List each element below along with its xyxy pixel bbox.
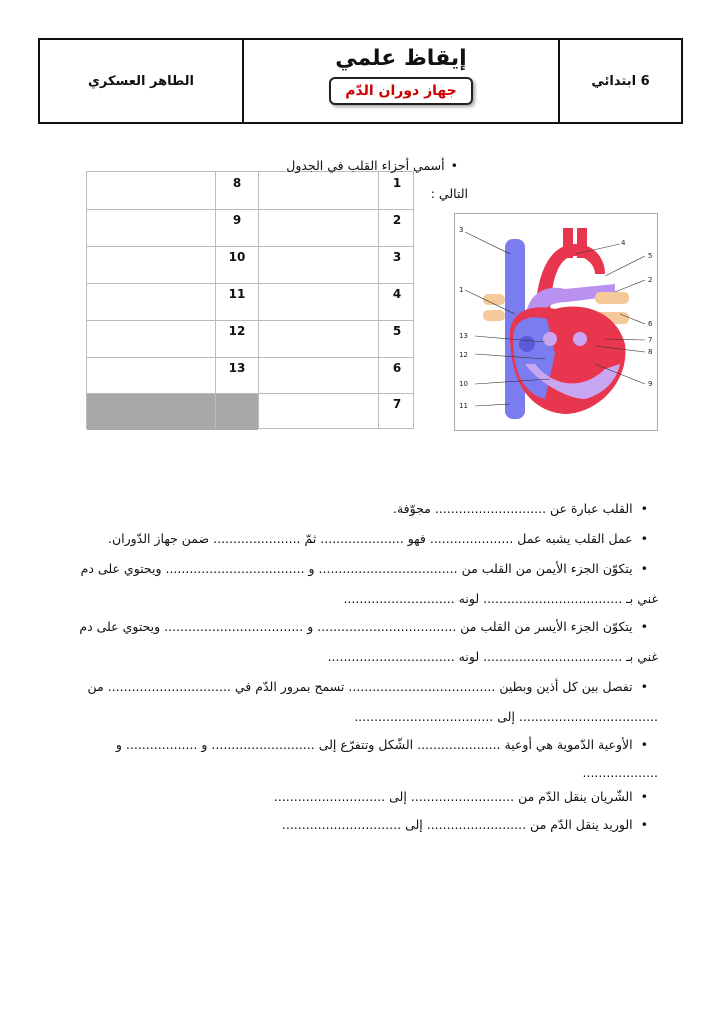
teacher-cell [40, 40, 244, 122]
table-number: 4 [392, 287, 402, 301]
question-line: •الوريد ينقل الدّم من ......................... إلى .............................. [281, 817, 648, 832]
diagram-label: 4 [621, 239, 626, 247]
table-number: 12 [228, 324, 246, 338]
diagram-label: 2 [648, 276, 653, 284]
question-line: •يتكوّن الجزء الأيسر من القلب من ................................... و ................................... ويحتوي على دم [79, 619, 648, 634]
table-number: 8 [232, 176, 242, 190]
question-continuation: ................................... إلى ................................... [354, 709, 658, 724]
page-title: إيقاظ علمي [335, 46, 467, 71]
question-instruction [258, 152, 468, 208]
diagram-label: 13 [459, 332, 468, 340]
bullet-icon: • [640, 501, 648, 516]
table-number: 1 [392, 176, 402, 190]
title-cell [244, 40, 560, 122]
instruction-line: أسمي أجزاء القلب في الجدول [286, 158, 445, 173]
table-number: 11 [228, 287, 246, 301]
table-number: 13 [228, 361, 246, 375]
table-number: 5 [392, 324, 402, 338]
table-number: 2 [392, 213, 402, 227]
table-number: 9 [232, 213, 242, 227]
bullet-icon: • [640, 817, 648, 832]
question-line: •يتكوّن الجزء الأيمن من القلب من ................................... و ................................... ويحتوي على دم [80, 561, 648, 576]
grade-label: 6 ابتدائي [591, 73, 650, 89]
diagram-label: 10 [459, 380, 468, 388]
diagram-label: 5 [648, 252, 653, 260]
question-continuation: غني بـ ................................... لونه ............................ [343, 591, 658, 606]
question-line: •الأوعية الدّموية هي أوعية ..................... الشّكل وتتفرّع إلى .......................... و .................. و [115, 737, 648, 752]
heart-diagram-svg [455, 214, 657, 430]
diagram-label: 8 [648, 348, 653, 356]
question-continuation: ................... [582, 765, 658, 780]
lesson-subtitle: جهاز دوران الدّم [329, 77, 473, 105]
diagram-label: 1 [459, 286, 464, 294]
bullet-icon: • [640, 619, 648, 634]
question-continuation: غني بـ ................................... لونه ................................ [327, 649, 658, 664]
diagram-label: 11 [459, 402, 468, 410]
question-line: •القلب عبارة عن ............................ مجوّفة. [392, 501, 648, 516]
diagram-label: 9 [648, 380, 653, 388]
diagram-label: 3 [459, 226, 464, 234]
bullet-icon: • [640, 561, 648, 576]
bullet-icon: • [640, 531, 648, 546]
bullet-icon: • [640, 789, 648, 804]
table-gray-cell [87, 393, 258, 430]
table-number: 3 [392, 250, 402, 264]
question-line: •تفصل بين كل أذين وبطين ..................................... تسمح بمرور الدّم في ............................... من [87, 679, 648, 694]
header-box [38, 38, 683, 124]
diagram-label: 6 [648, 320, 653, 328]
table-number: 10 [228, 250, 246, 264]
teacher-name: الطاهر العسكري [88, 73, 194, 89]
grade-cell [560, 40, 681, 122]
table-number: 6 [392, 361, 402, 375]
heart-parts-table [86, 171, 414, 429]
question-line: •الشّريان ينقل الدّم من .......................... إلى ............................ [273, 789, 648, 804]
instruction-line: التالي : [430, 186, 468, 201]
diagram-label: 7 [648, 336, 653, 344]
diagram-label: 12 [459, 351, 468, 359]
bullet-icon: • [450, 158, 458, 173]
question-line: •عمل القلب يشبه عمل ..................... فهو ..................... ثمّ ...................... ضمن جهاز الدّوران. [107, 531, 648, 546]
bullet-icon: • [640, 737, 648, 752]
bullet-icon: • [640, 679, 648, 694]
heart-diagram [454, 213, 658, 431]
table-number: 7 [392, 397, 402, 411]
